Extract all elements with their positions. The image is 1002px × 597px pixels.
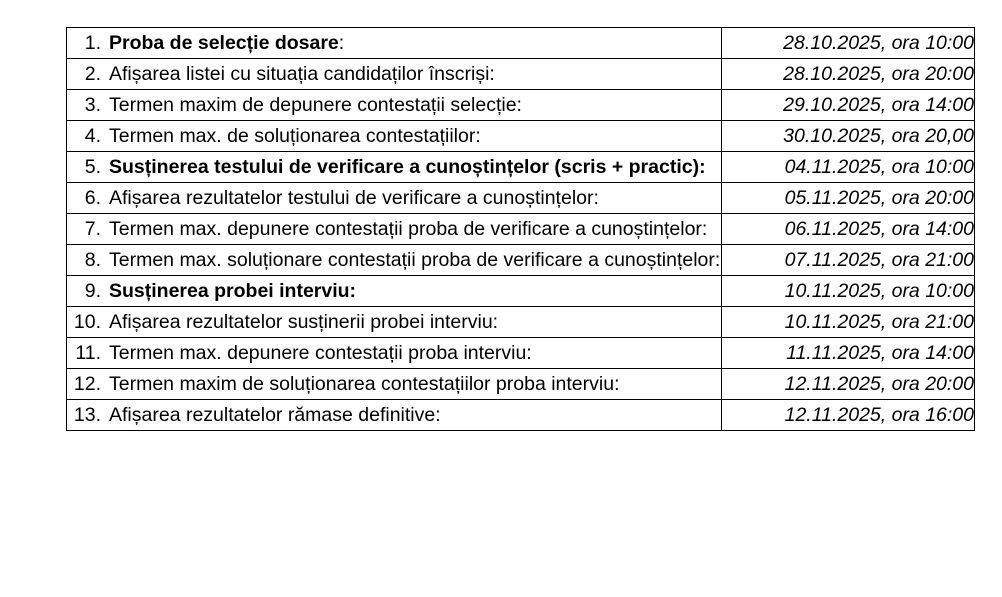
row-label-bold: Susținerea probei interviu:	[109, 280, 357, 302]
row-date: 29.10.2025, ora 14:00	[722, 90, 975, 121]
row-description	[67, 245, 722, 276]
row-label: Termen maxim de soluționarea contestațiilor proba interviu:	[109, 373, 620, 395]
row-description	[67, 276, 722, 307]
row-date: 30.10.2025, ora 20,00	[722, 121, 975, 152]
row-number: 5.	[84, 156, 101, 178]
table-row	[67, 28, 975, 59]
row-number: 4.	[84, 125, 101, 147]
table-row	[67, 338, 975, 369]
row-description	[67, 28, 722, 59]
row-description	[67, 369, 722, 400]
schedule-table	[66, 27, 975, 431]
row-label: Termen max. soluționare contestații proba de verificare a cunoștințelor:	[109, 249, 721, 271]
row-date: 12.11.2025, ora 16:00	[722, 400, 975, 431]
table-row	[67, 152, 975, 183]
row-description	[67, 152, 722, 183]
row-number: 6.	[84, 187, 101, 209]
row-number: 13.	[73, 404, 101, 426]
row-date: 07.11.2025, ora 21:00	[722, 245, 975, 276]
row-number: 10.	[73, 311, 101, 333]
row-number: 2.	[84, 63, 101, 85]
row-date: 05.11.2025, ora 20:00	[722, 183, 975, 214]
row-label: Termen max. depunere contestații proba interviu:	[109, 342, 532, 364]
row-date: 04.11.2025, ora 10:00	[722, 152, 975, 183]
row-label: Termen max. de soluționarea contestațiilor:	[109, 125, 481, 147]
table-row	[67, 121, 975, 152]
row-number: 12.	[73, 373, 101, 395]
row-description	[67, 121, 722, 152]
row-date: 10.11.2025, ora 10:00	[722, 276, 975, 307]
row-date: 12.11.2025, ora 20:00	[722, 369, 975, 400]
table-row	[67, 90, 975, 121]
row-description	[67, 338, 722, 369]
row-date: 28.10.2025, ora 10:00	[722, 28, 975, 59]
row-label: Afișarea rezultatelor rămase definitive:	[109, 404, 441, 426]
row-date: 06.11.2025, ora 14:00	[722, 214, 975, 245]
row-label: Termen maxim de depunere contestații selecție:	[109, 94, 522, 116]
table-row	[67, 59, 975, 90]
row-label: Afișarea rezultatelor susținerii probei interviu:	[109, 311, 499, 333]
table-row	[67, 400, 975, 431]
row-date: 11.11.2025, ora 14:00	[722, 338, 975, 369]
row-number: 9.	[84, 280, 101, 302]
row-label: Termen max. depunere contestații proba de verificare a cunoștințelor:	[109, 218, 708, 240]
row-label: Afișarea rezultatelor testului de verificare a cunoștințelor:	[109, 187, 599, 209]
table-row	[67, 183, 975, 214]
row-date: 10.11.2025, ora 21:00	[722, 307, 975, 338]
table-row	[67, 245, 975, 276]
row-number: 3.	[84, 94, 101, 116]
row-label-bold: Proba de selecție dosare	[109, 32, 339, 54]
row-description	[67, 214, 722, 245]
row-description	[67, 90, 722, 121]
table-row	[67, 369, 975, 400]
row-label-bold: Susținerea testului de verificare a cunoștințelor (scris + practic):	[109, 156, 706, 178]
row-description	[67, 400, 722, 431]
row-number: 1.	[84, 32, 101, 54]
row-date: 28.10.2025, ora 20:00	[722, 59, 975, 90]
table-row	[67, 214, 975, 245]
row-number: 7.	[84, 218, 101, 240]
row-description	[67, 307, 722, 338]
table-row	[67, 276, 975, 307]
row-number: 8.	[84, 249, 101, 271]
row-description	[67, 183, 722, 214]
row-number: 11.	[75, 342, 101, 364]
row-description	[67, 59, 722, 90]
row-label: Afișarea listei cu situația candidaților înscriși:	[109, 63, 495, 85]
row-label: :	[338, 32, 345, 54]
table-row	[67, 307, 975, 338]
